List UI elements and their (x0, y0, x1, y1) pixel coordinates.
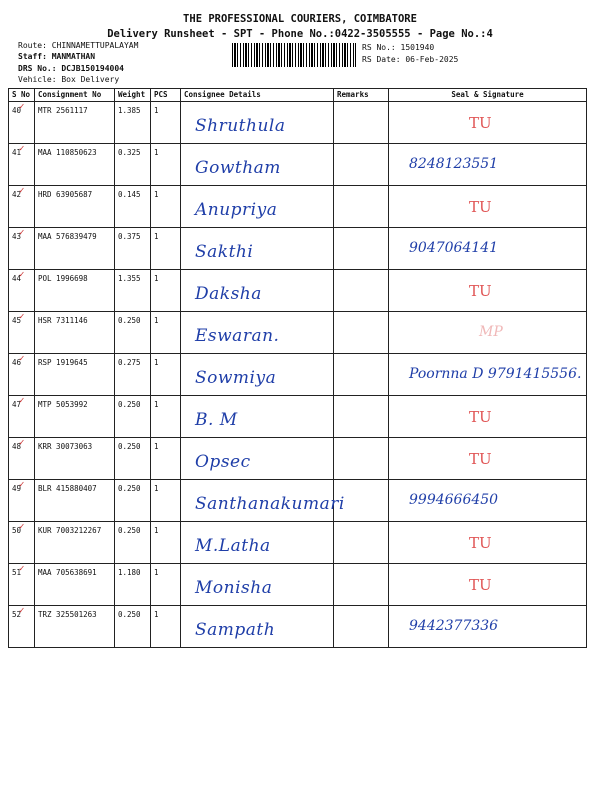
sno-cell (9, 312, 35, 354)
weight-cell-text: 0.250 (118, 610, 141, 619)
consignee-handwriting: Sakthi (195, 242, 254, 262)
pcs-cell-text: 1 (154, 274, 159, 283)
signature-handwriting: MP (479, 324, 503, 340)
consignment-no-cell (35, 312, 115, 354)
tick-mark-icon: ✓ (19, 564, 25, 574)
sno-cell-text: 52 (12, 610, 22, 619)
pcs-cell-text: 1 (154, 190, 159, 199)
sno-cell-text: 47 (12, 400, 22, 409)
signature-cell (389, 102, 587, 144)
signature-handwriting: TU (469, 114, 492, 132)
remarks-cell (334, 270, 389, 312)
consignee-cell (181, 228, 334, 270)
sno-cell-text: 51 (12, 568, 22, 577)
signature-cell (389, 354, 587, 396)
consignee-handwriting: Anupriya (195, 200, 278, 220)
weight-cell (115, 438, 151, 480)
consignment-no-cell (35, 102, 115, 144)
pcs-cell (151, 186, 181, 228)
sno-cell-text: 41 (12, 148, 22, 157)
consignee-cell (181, 396, 334, 438)
pcs-cell-text: 1 (154, 526, 159, 535)
tick-mark-icon: ✓ (19, 522, 25, 532)
weight-cell (115, 312, 151, 354)
signature-handwriting: Poornna D 9791415556. (409, 366, 582, 382)
consignment-no-cell-text: HRD 63905687 (38, 190, 93, 199)
sno-cell (9, 438, 35, 480)
signature-cell (389, 312, 587, 354)
signature-cell (389, 396, 587, 438)
table-row (9, 144, 587, 186)
company-title: THE PROFESSIONAL COURIERS, COIMBATORE (183, 13, 417, 25)
pcs-cell-text: 1 (154, 232, 159, 241)
weight-cell-text: 0.250 (118, 316, 141, 325)
signature-handwriting: TU (469, 282, 492, 300)
pcs-cell (151, 396, 181, 438)
sno-cell-text: 50 (12, 526, 22, 535)
sno-cell-text: 40 (12, 106, 22, 115)
table-row (9, 480, 587, 522)
signature-handwriting: 8248123551 (409, 156, 499, 172)
consignment-no-cell (35, 270, 115, 312)
sno-cell-text: 44 (12, 274, 22, 283)
consignment-no-cell-text: MAA 576839479 (38, 232, 97, 241)
weight-cell-text: 0.250 (118, 484, 141, 493)
remarks-cell (334, 480, 389, 522)
consignee-cell (181, 312, 334, 354)
sno-cell (9, 186, 35, 228)
signature-cell (389, 228, 587, 270)
consignment-no-cell-text: MTR 2561117 (38, 106, 88, 115)
weight-cell (115, 144, 151, 186)
signature-handwriting: TU (469, 450, 492, 468)
consignee-cell (181, 270, 334, 312)
pcs-cell-text: 1 (154, 568, 159, 577)
pcs-cell-text: 1 (154, 400, 159, 409)
remarks-cell (334, 312, 389, 354)
pcs-cell-text: 1 (154, 316, 159, 325)
runsheet-table (8, 88, 587, 648)
table-header-row (9, 89, 587, 102)
signature-cell (389, 144, 587, 186)
barcode-image (232, 43, 356, 67)
weight-cell-text: 1.355 (118, 274, 141, 283)
pcs-cell-text: 1 (154, 610, 159, 619)
sno-cell (9, 396, 35, 438)
remarks-cell (334, 354, 389, 396)
pcs-cell-text: 1 (154, 148, 159, 157)
table-row (9, 522, 587, 564)
consignment-no-cell (35, 354, 115, 396)
signature-cell (389, 564, 587, 606)
tick-mark-icon: ✓ (19, 354, 25, 364)
consignee-cell (181, 186, 334, 228)
weight-cell-text: 0.325 (118, 148, 141, 157)
consignee-handwriting: Santhanakumari (195, 494, 345, 514)
tick-mark-icon: ✓ (19, 186, 25, 196)
pcs-cell-text: 1 (154, 358, 159, 367)
signature-cell (389, 270, 587, 312)
col-header-consignee: Consignee Details (181, 89, 334, 102)
consignment-no-cell-text: HSR 7311146 (38, 316, 88, 325)
col-header-consignment: Consignment No (35, 89, 115, 102)
consignee-handwriting: Daksha (195, 284, 262, 304)
weight-cell (115, 564, 151, 606)
tick-mark-icon: ✓ (19, 312, 25, 322)
weight-cell (115, 228, 151, 270)
staff-text: Staff: MANMATHAN (18, 52, 96, 61)
weight-cell-text: 0.250 (118, 526, 141, 535)
table-row (9, 228, 587, 270)
tick-mark-icon: ✓ (19, 606, 25, 616)
pcs-cell (151, 270, 181, 312)
consignment-no-cell (35, 144, 115, 186)
pcs-cell (151, 312, 181, 354)
pcs-cell (151, 438, 181, 480)
sno-cell-text: 49 (12, 484, 22, 493)
pcs-cell-text: 1 (154, 484, 159, 493)
weight-cell (115, 522, 151, 564)
sno-cell (9, 354, 35, 396)
pcs-cell-text: 1 (154, 106, 159, 115)
signature-handwriting: TU (469, 408, 492, 426)
drs-number: DRS No.: DCJB150194004 (18, 64, 124, 73)
sno-cell (9, 480, 35, 522)
sno-cell-text: 46 (12, 358, 22, 367)
consignee-cell (181, 144, 334, 186)
sno-cell-text: 42 (12, 190, 22, 199)
remarks-cell (334, 438, 389, 480)
signature-handwriting: 9047064141 (409, 240, 499, 256)
signature-cell (389, 438, 587, 480)
consignment-no-cell-text: RSP 1919645 (38, 358, 88, 367)
consignment-no-cell (35, 522, 115, 564)
pcs-cell (151, 480, 181, 522)
consignment-no-cell-text: KRR 30073063 (38, 442, 93, 451)
sno-cell (9, 228, 35, 270)
sno-cell-text: 45 (12, 316, 22, 325)
tick-mark-icon: ✓ (19, 438, 25, 448)
weight-cell (115, 480, 151, 522)
tick-mark-icon: ✓ (19, 102, 25, 112)
remarks-cell (334, 564, 389, 606)
consignee-cell (181, 522, 334, 564)
col-header-signature: Seal & Signature (389, 89, 587, 102)
consignment-no-cell (35, 564, 115, 606)
weight-cell-text: 0.145 (118, 190, 141, 199)
consignee-handwriting: Sampath (195, 620, 276, 640)
pcs-cell (151, 522, 181, 564)
sno-cell (9, 564, 35, 606)
col-header-remarks: Remarks (334, 89, 389, 102)
consignee-cell (181, 438, 334, 480)
table-row (9, 606, 587, 648)
table-row (9, 312, 587, 354)
remarks-cell (334, 228, 389, 270)
weight-cell-text: 0.275 (118, 358, 141, 367)
table-row (9, 354, 587, 396)
remarks-cell (334, 522, 389, 564)
table-row (9, 102, 587, 144)
consignee-handwriting: B. M (195, 410, 238, 430)
consignment-no-cell (35, 438, 115, 480)
weight-cell-text: 0.250 (118, 442, 141, 451)
weight-cell (115, 396, 151, 438)
sno-cell (9, 144, 35, 186)
signature-cell (389, 480, 587, 522)
table-row (9, 270, 587, 312)
tick-mark-icon: ✓ (19, 480, 25, 490)
weight-cell-text: 1.180 (118, 568, 141, 577)
runsheet-subtitle: Delivery Runsheet - SPT - Phone No.:0422-3505555 - Page No.:4 (107, 28, 493, 40)
pcs-cell (151, 354, 181, 396)
remarks-cell (334, 144, 389, 186)
col-header-sno: S No (9, 89, 35, 102)
tick-mark-icon: ✓ (19, 396, 25, 406)
weight-cell (115, 354, 151, 396)
sno-cell (9, 270, 35, 312)
pcs-cell (151, 564, 181, 606)
pcs-cell (151, 228, 181, 270)
consignment-no-cell (35, 186, 115, 228)
consignee-cell (181, 102, 334, 144)
signature-cell (389, 186, 587, 228)
sno-cell (9, 522, 35, 564)
table-row (9, 396, 587, 438)
consignment-no-cell-text: BLR 415880407 (38, 484, 97, 493)
sno-cell (9, 102, 35, 144)
signature-cell (389, 522, 587, 564)
weight-cell (115, 606, 151, 648)
consignee-cell (181, 564, 334, 606)
col-header-pcs: PCS (151, 89, 181, 102)
sno-cell-text: 43 (12, 232, 22, 241)
signature-handwriting: TU (469, 198, 492, 216)
remarks-cell (334, 606, 389, 648)
consignment-no-cell-text: POL 1996698 (38, 274, 88, 283)
consignment-no-cell-text: KUR 7003212267 (38, 526, 102, 535)
remarks-cell (334, 186, 389, 228)
weight-cell-text: 1.385 (118, 106, 141, 115)
rs-number: RS No.: 1501940 (362, 43, 435, 52)
tick-mark-icon: ✓ (19, 270, 25, 280)
consignment-no-cell (35, 480, 115, 522)
weight-cell-text: 0.250 (118, 400, 141, 409)
weight-cell-text: 0.375 (118, 232, 141, 241)
table-row (9, 564, 587, 606)
pcs-cell-text: 1 (154, 442, 159, 451)
route-text: Route: CHINNAMETTUPALAYAM (18, 41, 139, 50)
consignee-handwriting: Monisha (195, 578, 273, 598)
consignee-handwriting: Gowtham (195, 158, 281, 178)
weight-cell (115, 186, 151, 228)
sno-cell-text: 48 (12, 442, 22, 451)
remarks-cell (334, 396, 389, 438)
consignment-no-cell-text: MTP 5053992 (38, 400, 88, 409)
consignee-handwriting: M.Latha (195, 536, 271, 556)
consignment-no-cell (35, 606, 115, 648)
weight-cell (115, 102, 151, 144)
table-row (9, 186, 587, 228)
consignment-no-cell-text: TRZ 325501263 (38, 610, 97, 619)
consignment-no-cell-text: MAA 110850623 (38, 148, 97, 157)
consignee-handwriting: Sowmiya (195, 368, 277, 388)
consignment-no-cell-text: MAA 705638691 (38, 568, 97, 577)
table-row (9, 438, 587, 480)
consignment-no-cell (35, 396, 115, 438)
vehicle-text: Vehicle: Box Delivery (18, 75, 120, 84)
tick-mark-icon: ✓ (19, 228, 25, 238)
weight-cell (115, 270, 151, 312)
tick-mark-icon: ✓ (19, 144, 25, 154)
consignee-handwriting: Shruthula (195, 116, 286, 136)
rs-date: RS Date: 06-Feb-2025 (362, 55, 459, 64)
consignee-cell (181, 480, 345, 522)
pcs-cell (151, 144, 181, 186)
consignee-handwriting: Opsec (195, 452, 251, 472)
consignee-handwriting: Eswaran. (195, 326, 280, 346)
signature-handwriting: 9442377336 (409, 618, 499, 634)
signature-cell (389, 606, 587, 648)
signature-handwriting: TU (469, 534, 492, 552)
sno-cell (9, 606, 35, 648)
consignee-cell (181, 354, 334, 396)
consignee-cell (181, 606, 334, 648)
pcs-cell (151, 606, 181, 648)
col-header-weight: Weight (115, 89, 151, 102)
signature-handwriting: TU (469, 576, 492, 594)
pcs-cell (151, 102, 181, 144)
remarks-cell (334, 102, 389, 144)
consignment-no-cell (35, 228, 115, 270)
signature-handwriting: 9994666450 (409, 492, 499, 508)
